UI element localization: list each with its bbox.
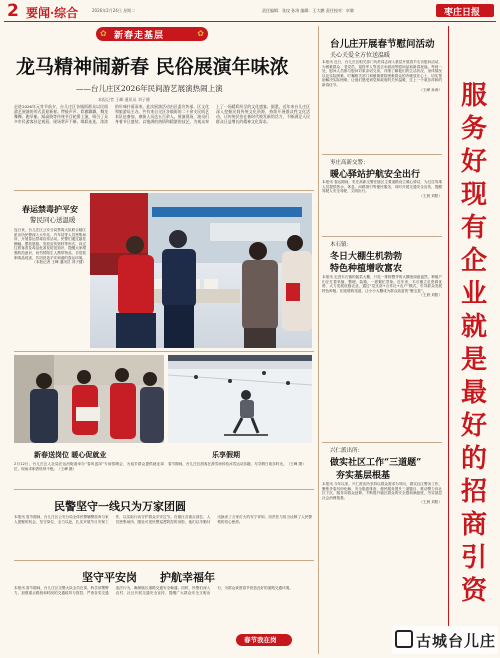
story4-kicker: 兴仁派出所： (330, 448, 364, 454)
story4-title-1: 做实社区工作“三道题” (330, 458, 422, 468)
slogan-char: 商 (460, 510, 487, 540)
divider (322, 236, 442, 237)
skiing-scene (168, 355, 312, 443)
slogan-char: 务 (460, 114, 487, 144)
story2-body (322, 180, 442, 232)
slogan-char: 的 (460, 444, 487, 474)
main-photo (90, 193, 312, 348)
lead-byline: 本报记者 王峰 通讯员 刘子健 (98, 97, 150, 102)
paper-logo-text: 枣庄日报 (444, 8, 481, 18)
skiing-photo (168, 355, 312, 443)
story2-credit: （王晨 刘阳） (419, 193, 442, 198)
story4-title-2: 夯实基层根基 (336, 471, 391, 481)
story3-title-1: 冬日大棚生机勃勃 (330, 252, 403, 262)
spring-transport-text: 连日来，台儿庄区公安分局禁毒大队联合辖区派出所民警深入火车站、汽车站等人员密集场所，开展春运禁毒宣传活动。民警们通过悬挂横幅、摆放展板、发放宣传资料等形式，向过往旅客普及毒品危害及防范知识，提醒大家增强防范意识，切勿替陌生人携带物品，自觉抵制毒品侵害，共同营造平安和谐的春运环境。 (14, 228, 86, 260)
slogan-divider (448, 26, 449, 626)
divider (14, 351, 314, 352)
story4-body (322, 482, 442, 620)
story3-title-2: 特色种植增收富农 (330, 264, 403, 274)
editor-credits: 责任编辑：张玟 孙涛 编辑：王大鹏 责任校对：卓黎 (262, 8, 354, 13)
page-number: 2 (7, 1, 19, 21)
masthead (0, 0, 500, 22)
divider (14, 560, 314, 561)
story1-text: 本报讯 近日，台儿庄区相关部门负责同志深入基层开展春节走访慰问活动，为困难群众、老党员、退役军人等送去米面油等慰问品和新春祝福。每到一处，慰问人员都与慰问对象亲切交谈，详细了解他们的生活状况、身体情况以及实际困难，叮嘱相关部门和镇街要将困难群众的冷暖放在心上，切实帮助解决实际困难，让他们感受到党和政府的关怀温暖，过上一个欢乐祥和的新春佳节。 (322, 60, 442, 87)
lead-headline: 龙马精神闹新春 民俗展演年味浓 (16, 56, 289, 78)
divider (14, 489, 314, 490)
police-unity-body (14, 515, 312, 557)
slogan-char: 业 (460, 279, 487, 309)
slogan-char: 有 (460, 213, 487, 243)
right-photo-caption-body: 春节期间，台儿庄区游客在滑雪场体验冰雪运动乐趣，尽享假日欢乐时光。（王峰 摄） (168, 462, 306, 466)
spring-transport-body (14, 228, 86, 346)
star-icon: ✿ (100, 29, 107, 38)
slogan-char: 是 (460, 345, 487, 375)
police-unity-title: 民警坚守一线只为万家团圆 (54, 500, 186, 513)
job-fair-scene (14, 355, 164, 443)
lead-body-text: 走进2026年元宵节前夕，台儿庄区各镇街群众以民间游艺展演的形式喜迎新春。锣鼓声声、彩旗飘飘，舞龙舞狮、跑旱船、踩高跷等传统节目轮番上演，吸引了众多市民游客驻足观看，现场掌声不断、喝彩连连，浓浓的年味扑面而来。此次展演活动由区委宣传部、区文化和旅游局主办，共有来自全区各镇街的二十余支民间艺术队伍参加，参演人员达五百余人。展演现场，演员们身着节日盛装，以饱满的热情和精湛的技艺，为观众奉上了一场精彩纷呈的文化盛宴。据悉，近年来台儿庄区深入挖掘民间传统文化资源，持续开展群众性文化活动，让传统民俗在新时代焕发新的活力，不断满足人民群众日益增长的精神文化需求。 (14, 104, 310, 124)
right-photo-caption-title: 乐享假期 (212, 450, 240, 459)
lead-body (14, 104, 310, 186)
masthead-rule (4, 21, 496, 22)
divider (322, 154, 442, 155)
side-slogan (454, 80, 494, 608)
story1-body (322, 60, 442, 152)
divider (322, 442, 442, 443)
slogan-char: 企 (460, 246, 487, 276)
column-banner (96, 27, 208, 41)
story4-text: 本报讯 今年以来，兴仁派出所坚持以群众需求为导向，做实社区警务工作，聚焦矛盾纠纷化解、安全隐患排查、便民服务提升三道题目，推动警力向社区下沉、服务向群众延伸，不断提升辖区群众的安全感和满意度，夯实基层社会治理根基。 (322, 482, 442, 500)
star-icon: ✿ (197, 29, 204, 38)
watermark-text: 古城台儿庄 (416, 632, 497, 650)
story2-kicker: 枣庄高新交警： (330, 160, 369, 166)
slogan-char: 好 (460, 147, 487, 177)
story2-title: 暖心驿站护航安全出行 (330, 170, 421, 180)
story3-body (322, 275, 442, 437)
footer-badge (236, 634, 292, 646)
slogan-char: 资 (460, 576, 487, 606)
slogan-char: 招 (460, 477, 487, 507)
guard-peace-title-1: 坚守平安岗 (82, 571, 137, 584)
footer-badge-label: 春节我在岗 (244, 636, 277, 644)
story1-credit: （王峰 孙涛） (419, 87, 442, 92)
story3-credit: （王晨 刘阳） (419, 293, 442, 298)
story3-text: 本报讯 走进木石镇的蔬菜大棚，只见一排排整齐的大棚里绿意盎然，种植户们正忙着采摘、整理、装箱，一派繁忙景象。近年来，木石镇立足资源优势，大力发展设施农业，通过“党支部+合作社+农户”模式，引导群众发展特色种植，拓宽增收渠道，让小小大棚成为群众致富的“聚宝盆”。 (322, 275, 442, 293)
story1-subtitle: 关心关爱全方位送温暖 (330, 52, 391, 59)
guard-peace-title-2: 护航幸福年 (160, 571, 215, 584)
main-photo-scene (90, 193, 312, 348)
guard-peace-text: 本报讯 春节期间，台儿庄区交警大队全员在岗，科学部署警力，加强重点路段和时段的交通疏导与管控，严查各类交通违法行为，确保辖区道路交通安全畅通。同时，民警们深入农村、社区开展交通安全宣传，提醒广大群众安全文明出行，为群众欢度春节营造良好的道路交通环境。 (14, 586, 293, 595)
police-unity-text: 本报讯 春节期间，台儿庄区公安分局全体民警辅警放弃与家人团聚的机会，坚守岗位、全力以赴，扎实开展节日安保工作，以实际行动守护群众平安过节。在辖区各重点部位、人员密集场所，随处可见民警巡逻防控的身影，他们以辛勤付出换来了万家灯火的安宁祥和，用责任与担当诠释了人民警察的初心使命。 (14, 515, 312, 524)
story4-credit: （王晨 刘阳） (419, 500, 442, 505)
divider (14, 190, 314, 191)
job-fair-photo (14, 355, 164, 443)
slogan-char: 就 (460, 312, 487, 342)
story2-text: 本报讯 春运期间，枣庄高新交警在辖区主要道路设立暖心驿站，为过往驾乘人员提供热水、休息、问路指引等便民服务，同时开展交通安全宣传，提醒驾驶人安全驾驶、文明出行。 (322, 180, 442, 194)
spring-transport-credit: （本报记者 王峰 通讯员 刘子健） (32, 260, 86, 265)
slogan-char: 好 (460, 411, 487, 441)
issue-date: 2026年2月24日 星期二 (92, 8, 136, 13)
lead-subheadline: ——台儿庄区2026年民间游艺展演热闹上演 (76, 84, 223, 93)
section-title: 要闻·综合 (26, 6, 79, 20)
column-divider (318, 26, 319, 654)
left-photo-caption-body: 2月12日，台儿庄区人社局在运河街道举办“春风送岗”专场招聘会，为返乡群众提供就业岗位，现场求职者络绎不绝。（王峰 摄） (14, 462, 164, 471)
watermark (392, 626, 498, 654)
slogan-char: 引 (460, 543, 487, 573)
spring-transport-subtitle: 警民同心送温暖 (30, 216, 76, 224)
story1-title: 台儿庄开展春节慰问活动 (330, 39, 435, 50)
watermark-logo-icon (395, 630, 413, 648)
spring-transport-title: 春运禁毒护平安 (22, 204, 78, 214)
slogan-char: 最 (460, 378, 487, 408)
column-banner-label: 新春走基层 (114, 31, 165, 41)
story3-kicker: 木石镇： (330, 242, 353, 248)
left-photo-caption-title: 新春送岗位 暖心促就业 (34, 450, 107, 459)
paper-logo (436, 4, 494, 17)
guard-peace-body (14, 586, 312, 630)
slogan-char: 现 (460, 180, 487, 210)
slogan-char: 服 (460, 81, 487, 111)
